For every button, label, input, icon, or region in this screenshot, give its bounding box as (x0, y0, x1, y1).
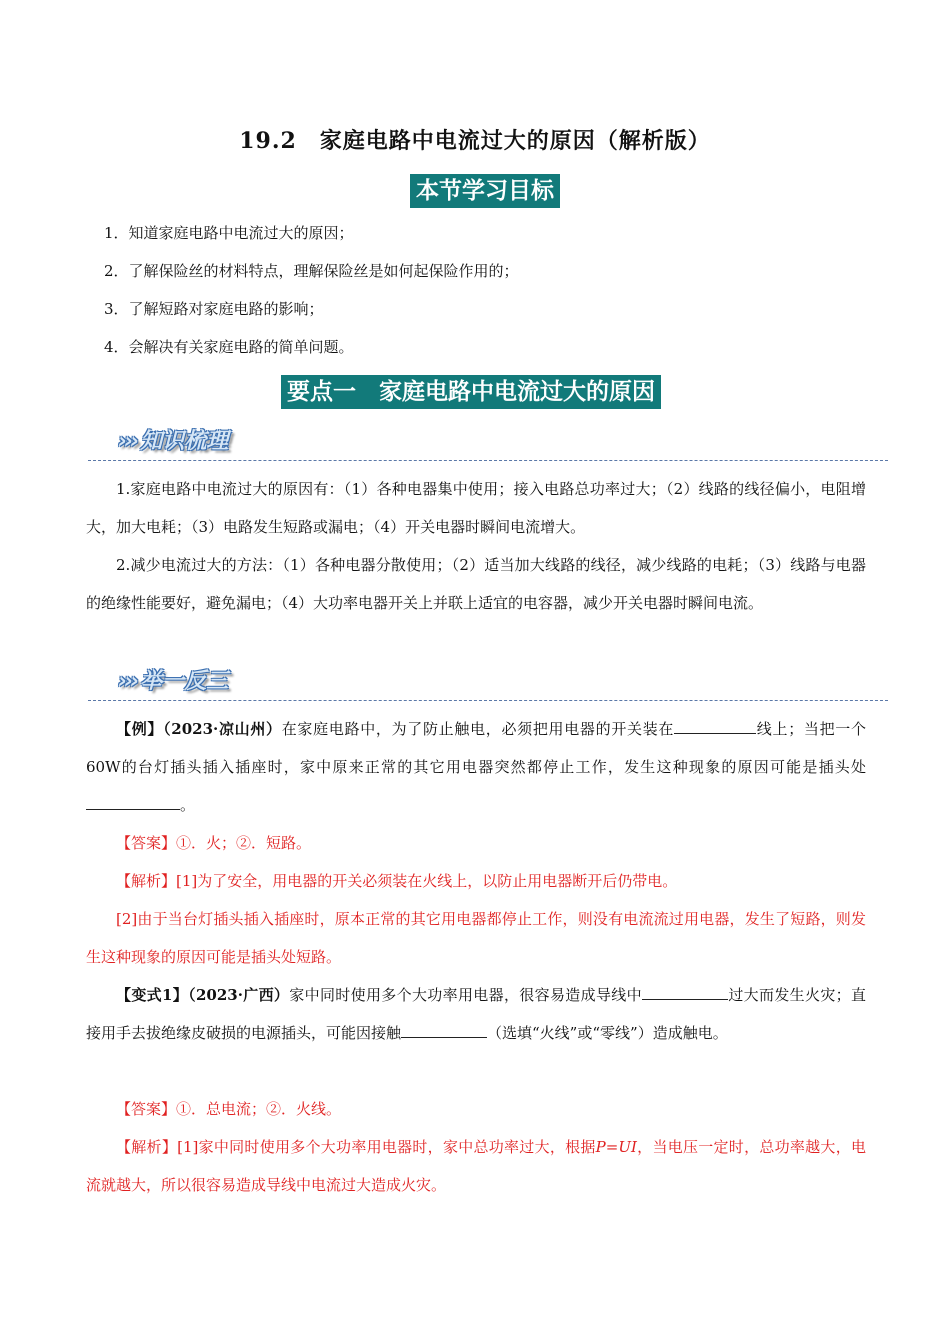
variant-question (86, 976, 866, 1052)
chevron-icon: ››› (118, 429, 137, 454)
answer-text: ①．总电流；②．火线。 (176, 1100, 342, 1118)
knowledge-subhead (118, 424, 228, 458)
analysis-text: ，当电压一定时，总功率越大，电流就越大，所以很容易造成导线中电流过大造成火灾。 (86, 1138, 866, 1194)
example-text: 。 (180, 796, 196, 814)
variant-text: 过大而发生火灾；直接用手去拔绝缘皮破损的电源插头，可能因接触 (86, 986, 866, 1042)
variant-analysis (86, 1128, 866, 1204)
chevron-icon: ››› (118, 669, 137, 694)
example-source: （2023·凉山州） (163, 720, 282, 738)
analysis-tag: 【解析】 (116, 1138, 178, 1156)
variant-source: （2023·广西） (188, 986, 290, 1004)
goal-item: 4．会解决有关家庭电路的简单问题。 (104, 338, 354, 356)
variant-text: 家中同时使用多个大功率用电器，很容易造成导线中 (289, 986, 642, 1004)
analysis-text: [1]家中同时使用多个大功率用电器时，家中总功率过大，根据 (177, 1138, 596, 1156)
answer-text: ①．火；②．短路。 (176, 834, 312, 852)
section-divider (88, 700, 888, 701)
example-analysis: [2]由于当台灯插头插入插座时，原本正常的其它用电器都停止工作，则没有电流流过用电器，发生了短路，则发生这种现象的原因可能是插头处短路。 (86, 910, 866, 966)
analysis-text: [1]为了安全，用电器的开关必须装在火线上，以防止用电器断开后仍带电。 (176, 872, 678, 890)
section-divider (88, 460, 888, 461)
answer-tag: 【答案】 (116, 1100, 177, 1118)
answer-blank (86, 795, 180, 810)
answer-blank (674, 719, 756, 734)
variant-text: （选填“火线”或“零线”）造成触电。 (487, 1024, 728, 1042)
goal-item: 1．知道家庭电路中电流过大的原因； (104, 224, 354, 242)
goals-banner: 本节学习目标 (410, 174, 560, 208)
knowledge-paragraph: 2.减少电流过大的方法：（1）各种电器分散使用；（2）适当加大线路的线径，减少线路的电耗；（3）线路与电器的绝缘性能要好，避免漏电；（4）大功率电器开关上并联上适宜的电容器，减少开关电器时瞬间电流。 (86, 556, 866, 612)
variant-tag: 【变式1】 (116, 986, 189, 1004)
analysis-tag: 【解析】 (116, 872, 177, 890)
example-analysis (86, 862, 866, 900)
goal-item: 3．了解短路对家庭电路的影响； (104, 300, 324, 318)
example-text: 线上；当把一个60W的台灯插头插入插座时，家中原来正常的其它用电器突然都停止工作，发生这种现象的原因可能是插头处 (86, 720, 866, 776)
knowledge-subhead-label: 知识梳理 (140, 429, 229, 454)
variant-answer (86, 1090, 866, 1128)
section1-banner: 要点一 家庭电路中电流过大的原因 (281, 375, 661, 409)
examples-subhead (118, 664, 228, 698)
answer-blank (401, 1023, 487, 1038)
examples-subhead-label: 举一反三 (140, 669, 229, 694)
example-tag: 【例】 (116, 720, 164, 738)
page-title: 19.2 家庭电路中电流过大的原因（解析版） (239, 128, 711, 154)
example-text: 在家庭电路中，为了防止触电，必须把用电器的开关装在 (281, 720, 675, 738)
example-answer (86, 824, 866, 862)
answer-tag: 【答案】 (116, 834, 177, 852)
formula: P=UI (595, 1138, 637, 1156)
knowledge-paragraph: 1.家庭电路中电流过大的原因有：（1）各种电器集中使用；接入电路总功率过大；（2）线路的线径偏小，电阻增大，加大电耗；（3）电路发生短路或漏电；（4）开关电器时瞬间电流增大。 (86, 480, 866, 536)
answer-blank (642, 985, 728, 1000)
example-question (86, 710, 866, 824)
goal-item: 2．了解保险丝的材料特点，理解保险丝是如何起保险作用的； (104, 262, 519, 280)
